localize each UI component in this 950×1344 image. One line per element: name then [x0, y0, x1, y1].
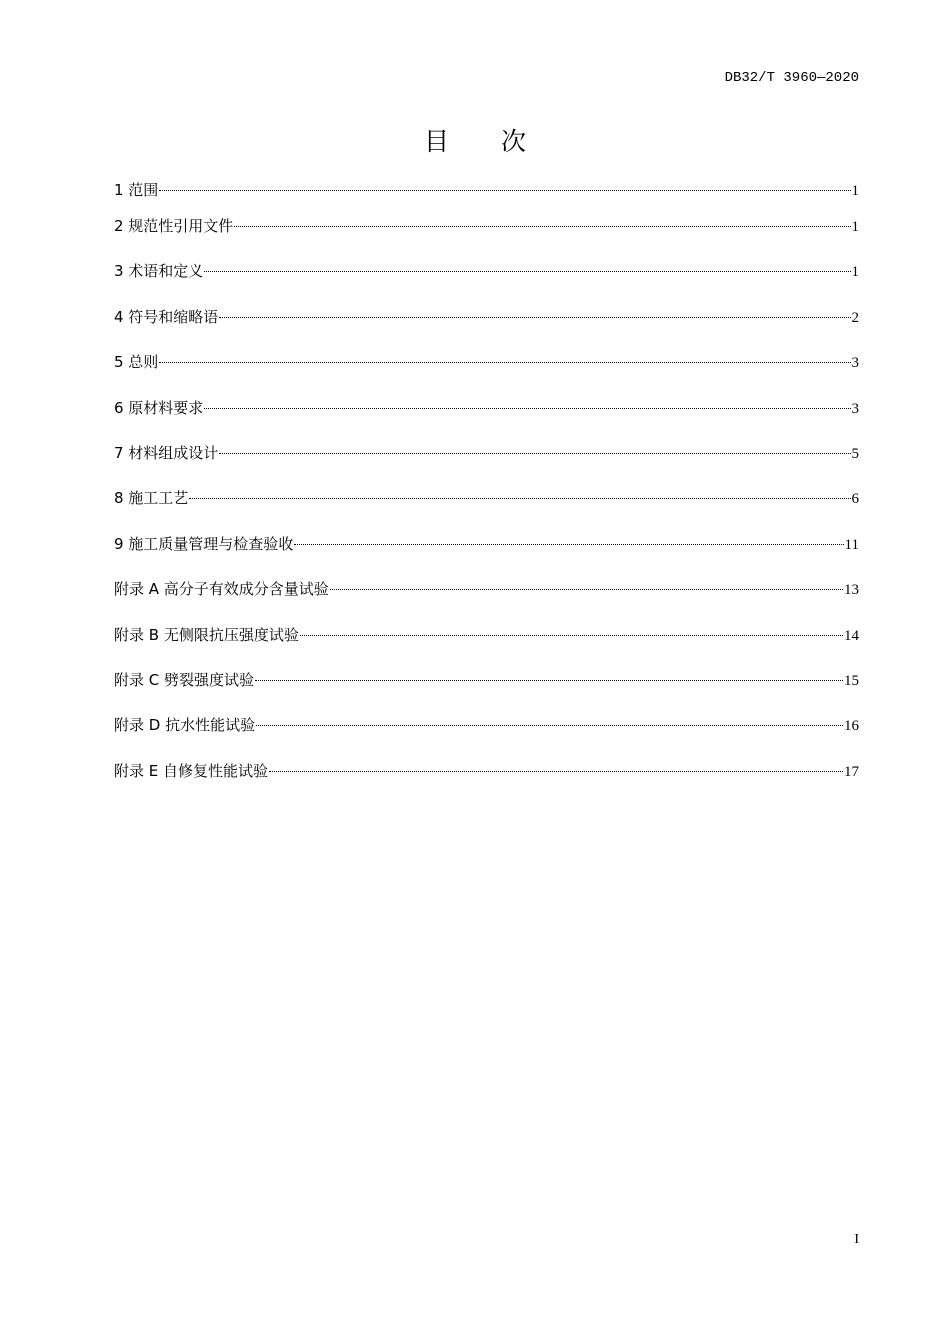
toc-dot-leader: [234, 226, 850, 227]
toc-entry-label: 5 总则: [114, 353, 159, 372]
toc-dot-leader: [255, 680, 843, 681]
toc-dot-leader: [294, 544, 843, 545]
toc-entry-page: 1: [851, 219, 859, 235]
toc-entry[interactable]: [114, 260, 859, 282]
toc-list: [114, 179, 859, 782]
toc-dot-leader: [256, 725, 843, 726]
toc-entry-label: 附录 C 劈裂强度试验: [114, 670, 255, 689]
page-number: I: [854, 1232, 859, 1247]
toc-entry[interactable]: [114, 179, 859, 201]
toc-entry[interactable]: [114, 533, 859, 555]
toc-entry-label: 9 施工质量管理与检查验收: [114, 534, 294, 553]
toc-entry[interactable]: [114, 624, 859, 646]
toc-entry-page: 15: [844, 672, 859, 689]
toc-entry-label: 4 符号和缩略语: [114, 307, 219, 326]
toc-entry[interactable]: [114, 578, 859, 600]
toc-dot-leader: [330, 589, 843, 590]
toc-entry-page: 13: [844, 582, 859, 599]
toc-entry[interactable]: [114, 760, 859, 782]
toc-entry-page: 3: [851, 400, 859, 417]
toc-entry[interactable]: [114, 351, 859, 373]
toc-entry-page: 5: [851, 445, 859, 462]
toc-entry-label: 附录 A 高分子有效成分含量试验: [114, 580, 329, 599]
toc-entry-page: 14: [844, 627, 859, 644]
toc-entry-page: 11: [844, 536, 859, 553]
toc-entry-page: 17: [844, 763, 859, 780]
toc-entry[interactable]: [114, 397, 859, 419]
toc-entry-label: 2 规范性引用文件: [114, 217, 234, 235]
toc-dot-leader: [269, 771, 843, 772]
toc-entry-label: 附录 B 无侧限抗压强度试验: [114, 625, 299, 644]
toc-entry[interactable]: [114, 487, 859, 509]
toc-entry-label: 8 施工工艺: [114, 489, 189, 508]
toc-entry-page: 3: [851, 355, 859, 372]
toc-dot-leader: [159, 362, 850, 363]
toc-dot-leader: [300, 635, 843, 636]
toc-entry[interactable]: [114, 669, 859, 691]
toc-entry-label: 附录 E 自修复性能试验: [114, 761, 269, 780]
toc-entry-page: 16: [844, 718, 859, 735]
toc-entry-label: 7 材料组成设计: [114, 443, 219, 462]
toc-entry-label: 附录 D 抗水性能试验: [114, 716, 256, 735]
toc-entry-page: 6: [851, 491, 859, 508]
toc-dot-leader: [204, 408, 850, 409]
toc-entry-page: 1: [851, 264, 859, 281]
toc-entry[interactable]: [114, 215, 859, 237]
document-code: DB32/T 3960—2020: [724, 70, 859, 86]
toc-dot-leader: [204, 271, 850, 272]
toc-title: 目 次: [424, 127, 548, 156]
toc-dot-leader: [219, 453, 850, 454]
toc-entry[interactable]: [114, 442, 859, 464]
toc-dot-leader: [219, 317, 850, 318]
toc-entry[interactable]: [114, 714, 859, 736]
toc-entry-label: 6 原材料要求: [114, 398, 204, 417]
toc-entry[interactable]: [114, 306, 859, 328]
toc-entry-page: 1: [851, 183, 859, 199]
toc-entry-label: 3 术语和定义: [114, 262, 204, 281]
toc-entry-page: 2: [851, 309, 859, 326]
toc-dot-leader: [189, 498, 850, 499]
toc-dot-leader: [159, 190, 850, 191]
toc-entry-label: 1 范围: [114, 181, 159, 199]
